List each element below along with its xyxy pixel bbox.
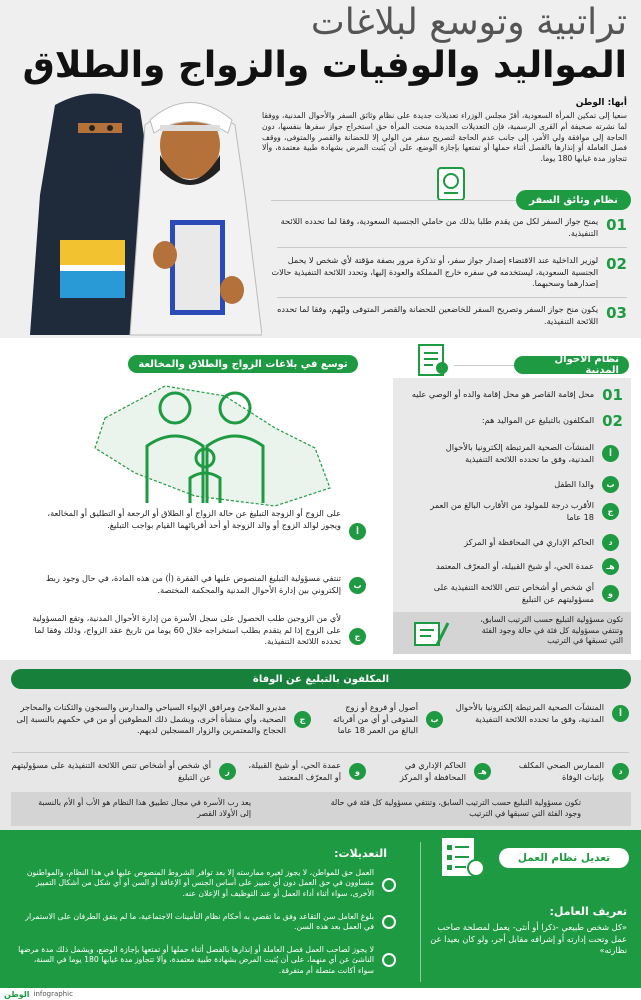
deaths-item-d-text: الممارس الصحي المكلف بإثبات الوفاة — [518, 760, 604, 782]
travel-item-2 — [267, 255, 627, 290]
deaths-item-e — [376, 760, 491, 783]
deaths-item-c-text: مديرو الملاجئ ومرافق الإيواء السياحي والمدارس والسجون والثكنات والمحاجر الصحية، وأي منشأة أخرى، ويشمل ذلك المطوفين أو من في حكمهم بالنسبة إلى الحجاج والمعتمرين والزوار المسجلين لديهم. — [16, 702, 286, 735]
civil-sub-item-c-text: الأقرب درجة للمولود من الأقارب البالغ من العمر 18 عاما — [430, 500, 594, 522]
civil-sub-item-a — [419, 442, 619, 465]
labor-heading: تعديل نظام العمل — [499, 848, 629, 868]
labor-amendment-1 — [16, 868, 396, 899]
civil-sub-item-d-text: الحاكم الإداري في المحافظة أو المركز — [464, 536, 594, 547]
civil-sub-item-d-letter: د — [602, 534, 619, 551]
travel-item-1-number: 01 — [606, 216, 627, 234]
deaths-item-b-letter: ب — [426, 711, 443, 728]
travel-item-2-text: لوزير الداخلية عند الاقتضاء إصدار جواز سفر، أو تذكرة مرور بصفة مؤقتة لأي شخص لا يحمل الجنسية السعودية، ليستخدمه في سفره خارج المملكة والعودة إليها، وتحدد اللائحة التنفيذية حالات إصدارهما وسحبهما. — [271, 255, 599, 288]
deaths-item-c — [11, 702, 311, 737]
deaths-item-e-letter: هـ — [474, 763, 491, 780]
civil-sub-item-a-text: المنشآت الصحية المرتبطة إلكترونيا بالأحوال المدنية، وفق ما تحدده اللائحة التنفيذية — [445, 442, 594, 464]
passport-icon — [435, 166, 469, 202]
travel-item-1-text: يمنح جواز السفر لكل من يقدم طلبا بذلك من حاملي الجنسية السعودية، وفقا لما تحدده اللائحة التنفيذية. — [280, 216, 599, 238]
civil-sub-item-f — [419, 582, 619, 605]
page-title — [7, 2, 627, 88]
travel-item-3 — [267, 304, 627, 327]
civil-item-1 — [398, 386, 623, 404]
deaths-divider-1 — [12, 752, 629, 753]
civil-sub-item-e — [419, 558, 619, 575]
deaths-note-right: تكون مسؤولية التبليغ حسب الترتيب السابق، وتنتفي مسؤولية كل فئة في حالة وجود الفئة التي تسبقها في الترتيب — [330, 798, 581, 818]
intro-text: سعيا إلى تمكين المرأة السعودية، أقرّ مجلس الوزراء تعديلات جديدة على نظام وثائق السفر والأحوال المدنية، ووفقا لما نشرته صحيفة أم القرى الرسمية، فإن التعديلات الجديدة منحت المرأة حق استخراج جواز سفرها بنفسها، دون الحاجة إلى موافقة ولي الأمر، إلى جانب عدم الحاجة لتصريح سفر من الولي إلا للحضانة والقصر والمتوفى، ووقف فصل العاملة أو إنذارها بالفصل أثناء حملها أو تمتعها بإجازة الوضع، على أن يُثبت المرض بشهادة طبية معتمدة، وألا تتجاوز مدة غيابها 180 يوما. — [262, 111, 627, 164]
deaths-item-b-text: أصول أو فروع أو زوج المتوفى أو أي من أقربائه البالغ من العمر 18 عاما — [332, 702, 418, 735]
deaths-heading: المكلفون بالتبليغ عن الوفاة — [11, 669, 631, 689]
travel-item-1 — [267, 216, 627, 239]
marriage-item-b-text: تنتفي مسؤولية التبليغ المنصوص عليها في الفقرة (أ) من هذه المادة، في حال وجود ربط إلكتروني بين إدارة الأحوال المدنية والمحكمة المختصة. — [45, 573, 341, 595]
civil-sub-item-e-letter: هـ — [602, 558, 619, 575]
deaths-item-d — [504, 760, 629, 783]
deaths-item-g-text: أي شخص أو أشخاص تنص اللائحة التنفيذية على مسؤوليتهم عن التبليغ — [11, 760, 211, 782]
title-line-1: تراتبية وتوسع لبلاغات — [310, 2, 627, 43]
deaths-item-a-letter: أ — [612, 705, 629, 722]
travel-divider-2 — [277, 297, 627, 298]
deaths-item-b — [318, 702, 443, 737]
family-map-illustration — [75, 378, 335, 508]
civil-sub-item-b-letter: ب — [602, 476, 619, 493]
amendment-bullet-icon — [382, 878, 396, 892]
deaths-item-f-text: عمدة الحي، أو شيخ القبيلة، أو المعرّف المعتمد — [248, 760, 341, 782]
civil-documents-icon — [411, 342, 451, 378]
amendment-bullet-icon — [382, 915, 396, 929]
labor-checklist-icon — [438, 836, 486, 880]
certificate-signing-icon — [411, 617, 451, 651]
civil-sub-item-d — [419, 534, 619, 551]
deaths-item-d-letter: د — [612, 763, 629, 780]
marriage-item-b-letter: ب — [349, 577, 366, 594]
deaths-item-a-text: المنشآت الصحية المرتبطة إلكترونيا بالأحوال المدنية، وفق ما تحدده اللائحة التنفيذية — [455, 702, 604, 724]
labor-amendment-2-text: بلوغ العامل سن التقاعد وفق ما تقضي به أحكام نظام التأمينات الاجتماعية، ما لم يتفق الطرفان على الاستمرار في العمل بعد هذه السن. — [25, 912, 374, 932]
deaths-item-f — [246, 760, 366, 783]
labor-amendment-3-text: لا يجوز لصاحب العمل فصل العاملة أو إنذارها بالفصل أثناء حملها أو تمتعها بإجازة الوضع، ويشمل ذلك مدة مرضها الناشئ عن أي منهما، على أن يُثبت المرض بشهادة طبية معتمدة، وألا تتجاوز مدة غيابها 180 يوما في السنة، سواء أكانت متصلة أم متفرقة. — [18, 945, 374, 975]
marriage-item-b — [31, 573, 366, 596]
marriage-item-a-letter: أ — [349, 523, 366, 540]
civil-heading-rule — [454, 365, 514, 366]
footer-label: infographic — [33, 990, 73, 998]
civil-sub-item-b — [419, 476, 619, 493]
travel-item-3-text: يكون منح جواز السفر وتصريح السفر للخاضعين للحضانة والقصر المتوفى وليّهم، وفقا لما تحدده اللائحة التنفيذية. — [277, 304, 599, 326]
man-and-woman-illustration — [0, 85, 262, 340]
civil-item-2-text: المكلفون بالتبليغ عن المواليد هم: — [481, 415, 595, 426]
deaths-item-a — [449, 702, 629, 725]
labor-amendment-1-text: العمل حق للمواطن، لا يجوز لغيره ممارسته إلا بعد توافر الشروط المنصوص عليها في هذا النظام، والمواطنون متساوون في حق العمل دون أي تمييز على أساس الجنس أو الإعاقة أو السن أو أي شكل من أشكال التمييز الأخرى، سواء أثناء أداء العمل أو عند التوظيف أو الإعلان عنه. — [26, 868, 374, 898]
civil-heading: نظام الأحوال المدنية — [514, 356, 629, 374]
title-line-2: المواليد والوفيات والزواج والطلاق — [22, 45, 627, 86]
deaths-item-g — [11, 760, 236, 783]
marriage-item-a-text: على الزوج أو الزوجة التبليغ عن حالة الزواج أو الطلاق أو الرجعة أو التطليق أو المخالعة، ويجوز لوالد الزوج أو والد الزوجة أو أحد أقربائهما القيام بواجب التبليغ. — [47, 508, 341, 530]
civil-item-1-text: محل إقامة القاصر هو محل إقامة والده أو الوصي عليه — [411, 389, 595, 400]
travel-divider-1 — [277, 247, 627, 248]
civil-sub-item-c-letter: ج — [602, 503, 619, 520]
characters-illustration — [0, 85, 262, 340]
labor-definition-text: «كل شخص طبيعي -ذكرا أو أنثى- يعمل لمصلحة صاحب عمل وتحت إدارته أو إشرافه مقابل أجر، ولو كان بعيدا عن نظارته» — [430, 922, 627, 955]
labor-amendment-3 — [16, 945, 396, 976]
labor-divider — [420, 842, 421, 982]
civil-sub-item-b-text: والدا الطفل — [554, 478, 594, 489]
deaths-item-e-text: الحاكم الإداري في المحافظة أو المركز — [399, 760, 466, 782]
civil-note: تكون مسؤولية التبليغ حسب الترتيب السابق، وتنتفي مسؤولية كل فئة في حالة وجود الفئة التي تسبقها في الترتيب — [480, 615, 623, 645]
marriage-item-a — [31, 508, 366, 540]
travel-heading: نظام وثائق السفر — [516, 190, 631, 210]
civil-sub-item-a-letter: أ — [602, 445, 619, 462]
labor-definition-title: تعريف العامل: — [549, 905, 627, 918]
marriage-item-c — [31, 613, 366, 648]
civil-sub-item-c — [419, 500, 619, 523]
amendment-bullet-icon — [382, 953, 396, 967]
marriage-item-c-text: لأي من الزوجين طلب الحصول على سجل الأسرة من إدارة الأحوال المدنية، وتقع المسؤولية على الزوج إذا لم يتقدم بطلب استخراجه خلال 60 يوما من تاريخ عقد الزواج، وذلك وفقا لما تحدده اللائحة التنفيذية. — [32, 613, 341, 646]
civil-item-1-number: 01 — [602, 386, 623, 404]
marriage-heading: توسع في بلاغات الزواج والطلاق والمخالعة — [128, 355, 358, 373]
labor-amendments-title: التعديلات: — [334, 847, 387, 860]
marriage-item-c-letter: ج — [349, 628, 366, 645]
travel-heading-rule — [271, 200, 516, 201]
deaths-item-f-letter: و — [349, 763, 366, 780]
deaths-item-g-letter: ز — [219, 763, 236, 780]
intro-source: أبها: الوطن — [575, 98, 627, 108]
travel-item-3-number: 03 — [606, 304, 627, 322]
labor-amendment-2 — [16, 912, 396, 933]
civil-sub-item-e-text: عمدة الحي، أو شيخ القبيلة، أو المعرّف المعتمد — [435, 560, 594, 571]
footer — [0, 988, 641, 1000]
footer-brand — [4, 988, 73, 1000]
footer-brand-name: الوطن — [4, 989, 30, 999]
deaths-note-left: يعد رب الأسرة في مجال تطبيق هذا النظام هو الأب أو الأم بالنسبة إلى الأولاد القصر — [38, 798, 251, 818]
civil-item-2 — [398, 412, 623, 430]
civil-sub-item-f-text: أي شخص أو أشخاص تنص اللائحة التنفيذية على مسؤوليتهم عن التبليغ — [433, 582, 594, 604]
civil-sub-item-f-letter: و — [602, 585, 619, 602]
deaths-item-c-letter: ج — [294, 711, 311, 728]
civil-item-2-number: 02 — [602, 412, 623, 430]
travel-item-2-number: 02 — [606, 255, 627, 273]
